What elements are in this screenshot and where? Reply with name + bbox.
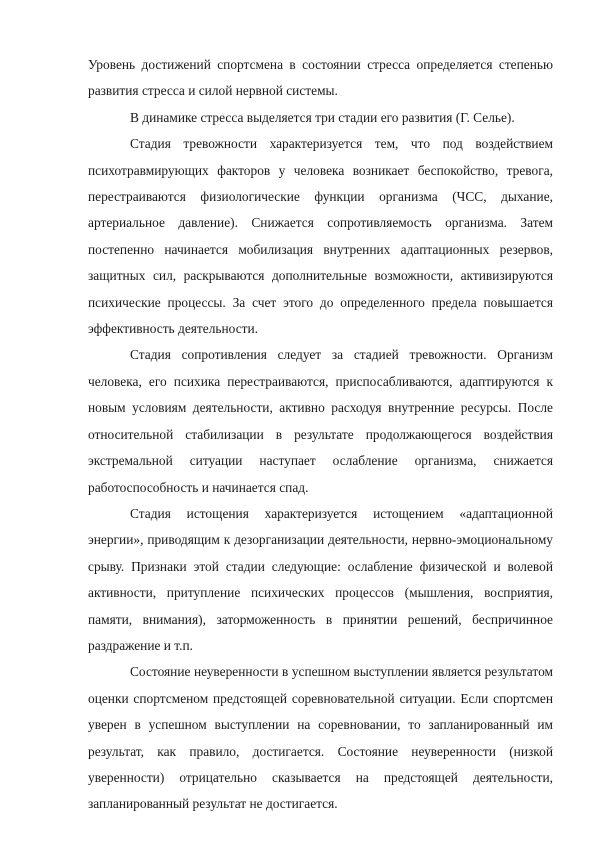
paragraph-stress-stages: В динамике стресса выделяется три стадии его развития (Г. Селье). xyxy=(130,109,515,125)
paragraph-resistance-stage: Стадия сопротивления следует за стадией тревожности. Организм человека, его психика перестраиваются, приспосабливаются, адаптируются к новым условиям деятельности, активно расходуя внутренние ресурсы. После относительной стабилизации в результате продолжающегося воздействия экстремальной ситуации наступает ослабление организма, снижается работоспособность и начинается спад. xyxy=(88,347,553,495)
paragraph-uncertainty-state: Состояние неуверенности в успешном выступлении является результатом оценки спортсменом предстоящей соревновательной ситуации. Если спортсмен уверен в успешном выступлении на соревновании, то запланированный им результат, как правило, достигается. Состояние неуверенности (низкой уверенности) отрицательно сказывается на предстоящей деятельности, запланированный результат не достигается. xyxy=(88,664,553,812)
document-page xyxy=(88,52,553,818)
paragraph-stress-level: Уровень достижений спортсмена в состоянии стресса определяется степенью развития стресса и силой нервной системы. xyxy=(88,57,553,99)
paragraph-anxiety-stage: Стадия тревожности характеризуется тем, что под воздействием психотравмирующих факторов у человека возникает беспокойство, тревога, перестраиваются физиологические функции организма (ЧСС, дыхание, артериальное давление). Снижается сопротивляемость организма. Затем постепенно начинается мобилизация внутренних адаптационных резервов, защитных сил, раскрываются дополнительные возможности, активизируются психические процессы. За счет этого до определенного предела повышается эффективность деятельности. xyxy=(88,136,553,337)
paragraph-exhaustion-stage: Стадия истощения характеризуется истощением «адаптационной энергии», приводящим к дезорганизации деятельности, нервно-эмоциональному срыву. Признаки этой стадии следующие: ослабление физической и волевой активности, притупление психических процессов (мышления, восприятия, памяти, внимания), заторможенность в принятии решений, беспричинное раздражение и т.п. xyxy=(88,505,553,653)
